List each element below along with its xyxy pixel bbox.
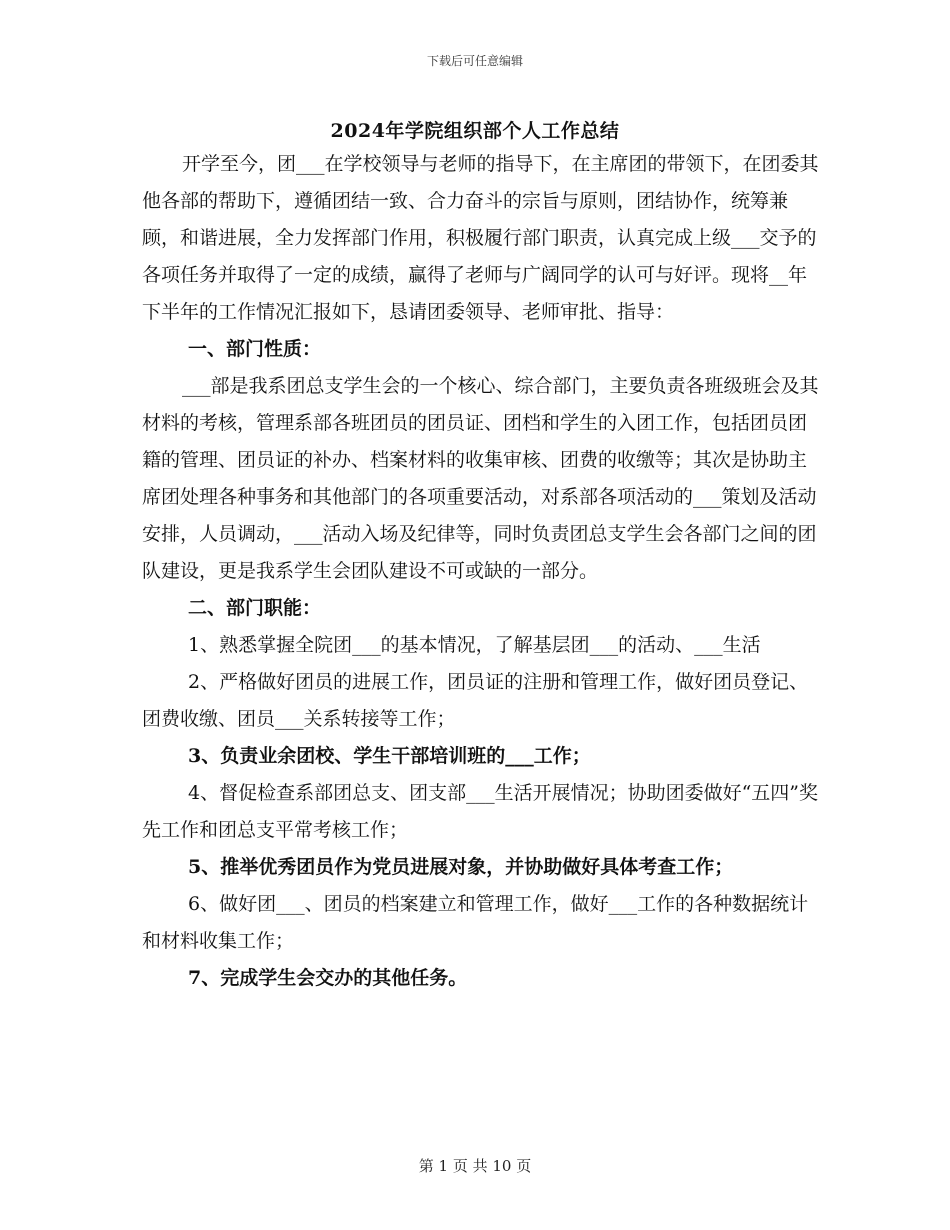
header-note: 下载后可任意编辑 (426, 54, 523, 68)
nature-paragraph: ___部是我系团总支学生会的一个核心、综合部门，主要负责各班级班会及其材料的考核，管理系部各班团员的团员证、团档和学生的入团工作，包括团员团籍的管理、团员证的补办、档案材料的收集审核、团费的收缴等；其次是协助主席团处理各种事务和其他部门的各项重要活动，对系部各项活动的___策划及活动安排，人员调动，___活动入场及纪律等，同时负责团总支学生会各部门之间的团队建设，更是我系学生会团队建设不可或缺的一部分。 (142, 375, 819, 582)
function-item-3: 3、负责业余团校、学生干部培训班的___工作； (188, 745, 591, 767)
page-footer: 第 1 页 共 10 页 (418, 1157, 532, 1175)
section-heading-functions: 二、部门职能： (188, 597, 322, 619)
section-heading-nature: 一、部门性质： (188, 338, 322, 360)
document-title: 2024年学院组织部个人工作总结 (330, 120, 620, 142)
intro-paragraph: 开学至今，团___在学校领导与老师的指导下，在主席团的带领下，在团委其他各部的帮助下，遵循团结一致、合力奋斗的宗旨与原则，团结协作，统筹兼顾，和谐进展，全力发挥部门作用，积极履行部门职责，认真完成上级___交予的各项任务并取得了一定的成绩，赢得了老师与广阔同学的认可与好评。现将__年下半年的工作情况汇报如下，恳请团委领导、老师审批、指导： (142, 153, 819, 323)
function-item-4: 4、督促检查系部团总支、团支部___生活开展情况；协助团委做好“五四”奖先工作和团总支平常考核工作； (142, 782, 819, 841)
function-item-7: 7、完成学生会交办的其他任务。 (188, 967, 468, 989)
function-item-6: 6、做好团___、团员的档案建立和管理工作，做好___工作的各种数据统计和材料收集工作； (142, 893, 809, 952)
function-item-1: 1、熟悉掌握全院团___的基本情况，了解基层团___的活动、___生活 (188, 634, 761, 656)
function-item-2: 2、严格做好团员的进展工作，团员证的注册和管理工作，做好团员登记、团费收缴、团员___关系转接等工作； (142, 671, 809, 730)
document-body (142, 146, 822, 997)
function-item-5: 5、推举优秀团员作为党员进展对象，并协助做好具体考查工作； (188, 856, 734, 878)
